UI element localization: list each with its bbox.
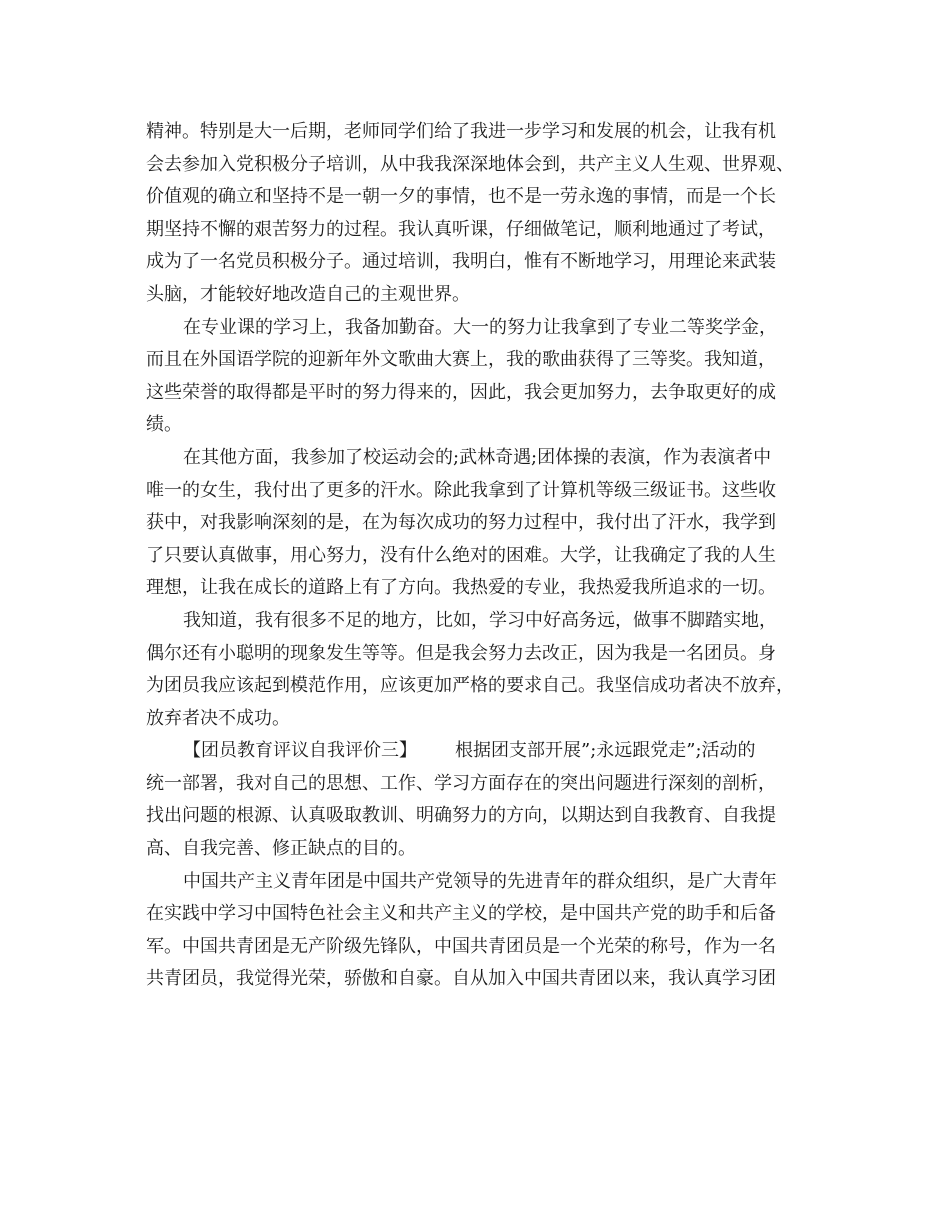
text-line: 会去参加入党积极分子培训，从中我我深深地体会到，共产主义人生观、世界观、	[146, 153, 794, 175]
text-line: 成为了一名党员积极分子。通过培训，我明白，惟有不断地学习，用理论来武装	[146, 251, 776, 273]
text-line: 偶尔还有小聪明的现象发生等等。但是我会努力去改正，因为我是一名团员。身	[146, 642, 776, 664]
text-line: 在专业课的学习上，我备加勤奋。大一的努力让我拿到了专业二等奖学金，	[183, 316, 777, 338]
heading-continuation: 根据团支部开展”;永远跟党走”;活动的	[455, 740, 756, 762]
text-line: 放弃者决不成功。	[146, 707, 290, 729]
paragraph	[146, 312, 826, 442]
text-line: 唯一的女生，我付出了更多的汗水。除此我拿到了计算机等级三级证书。这些收	[146, 479, 776, 501]
paragraph	[146, 735, 826, 865]
heading-line	[146, 735, 826, 768]
text-line: 这些荣誉的取得都是平时的努力得来的，因此，我会更加努力，去争取更好的成	[146, 381, 776, 403]
document-body	[146, 116, 826, 996]
text-line: 在其他方面，我参加了校运动会的;武林奇遇;团体操的表演，作为表演者中	[183, 446, 772, 468]
text-line: 找出问题的根源、认真吸取教训、明确努力的方向，以期达到自我教育、自我提	[146, 805, 776, 827]
text-line: 我知道，我有很多不足的地方，比如，学习中好高务远，做事不脚踏实地，	[183, 609, 777, 631]
text-line: 获中，对我影响深刻的是，在为每次成功的努力过程中，我付出了汗水，我学到	[146, 512, 776, 534]
text-line: 中国共产主义青年团是中国共产党领导的先进青年的群众组织，是广大青年	[183, 870, 777, 892]
text-line: 共青团员，我觉得光荣，骄傲和自豪。自从加入中国共青团以来，我认真学习团	[146, 968, 776, 990]
section-heading: 【团员教育评议自我评价三】	[183, 740, 417, 762]
text-line: 而且在外国语学院的迎新年外文歌曲大赛上，我的歌曲获得了三等奖。我知道，	[146, 349, 776, 371]
text-line: 价值观的确立和坚持不是一朝一夕的事情，也不是一劳永逸的事情，而是一个长	[146, 186, 776, 208]
text-line: 理想，让我在成长的道路上有了方向。我热爱的专业，我热爱我所追求的一切。	[146, 577, 776, 599]
paragraph	[146, 605, 826, 735]
text-line: 军。中国共青团是无产阶级先锋队，中国共青团员是一个光荣的称号，作为一名	[146, 935, 776, 957]
text-line: 高、自我完善、修正缺点的目的。	[146, 838, 416, 860]
paragraph	[146, 116, 826, 312]
text-line: 统一部署，我对自己的思想、工作、学习方面存在的突出问题进行深刻的剖析，	[146, 772, 776, 794]
text-line: 为团员我应该起到模范作用，应该更加严格的要求自己。我坚信成功者决不放弃，	[146, 675, 794, 697]
text-line: 精神。特别是大一后期，老师同学们给了我进一步学习和发展的机会，让我有机	[146, 121, 776, 142]
paragraph	[146, 442, 826, 605]
paragraph	[146, 866, 826, 996]
text-line: 头脑，才能较好地改造自己的主观世界。	[146, 283, 470, 305]
text-line: 期坚持不懈的艰苦努力的过程。我认真听课，仔细做笔记，顺利地通过了考试，	[146, 218, 776, 240]
text-line: 了只要认真做事，用心努力，没有什么绝对的困难。大学，让我确定了我的人生	[146, 544, 776, 566]
text-line: 绩。	[146, 414, 182, 436]
text-line: 在实践中学习中国特色社会主义和共产主义的学校，是中国共产党的助手和后备	[146, 903, 776, 925]
